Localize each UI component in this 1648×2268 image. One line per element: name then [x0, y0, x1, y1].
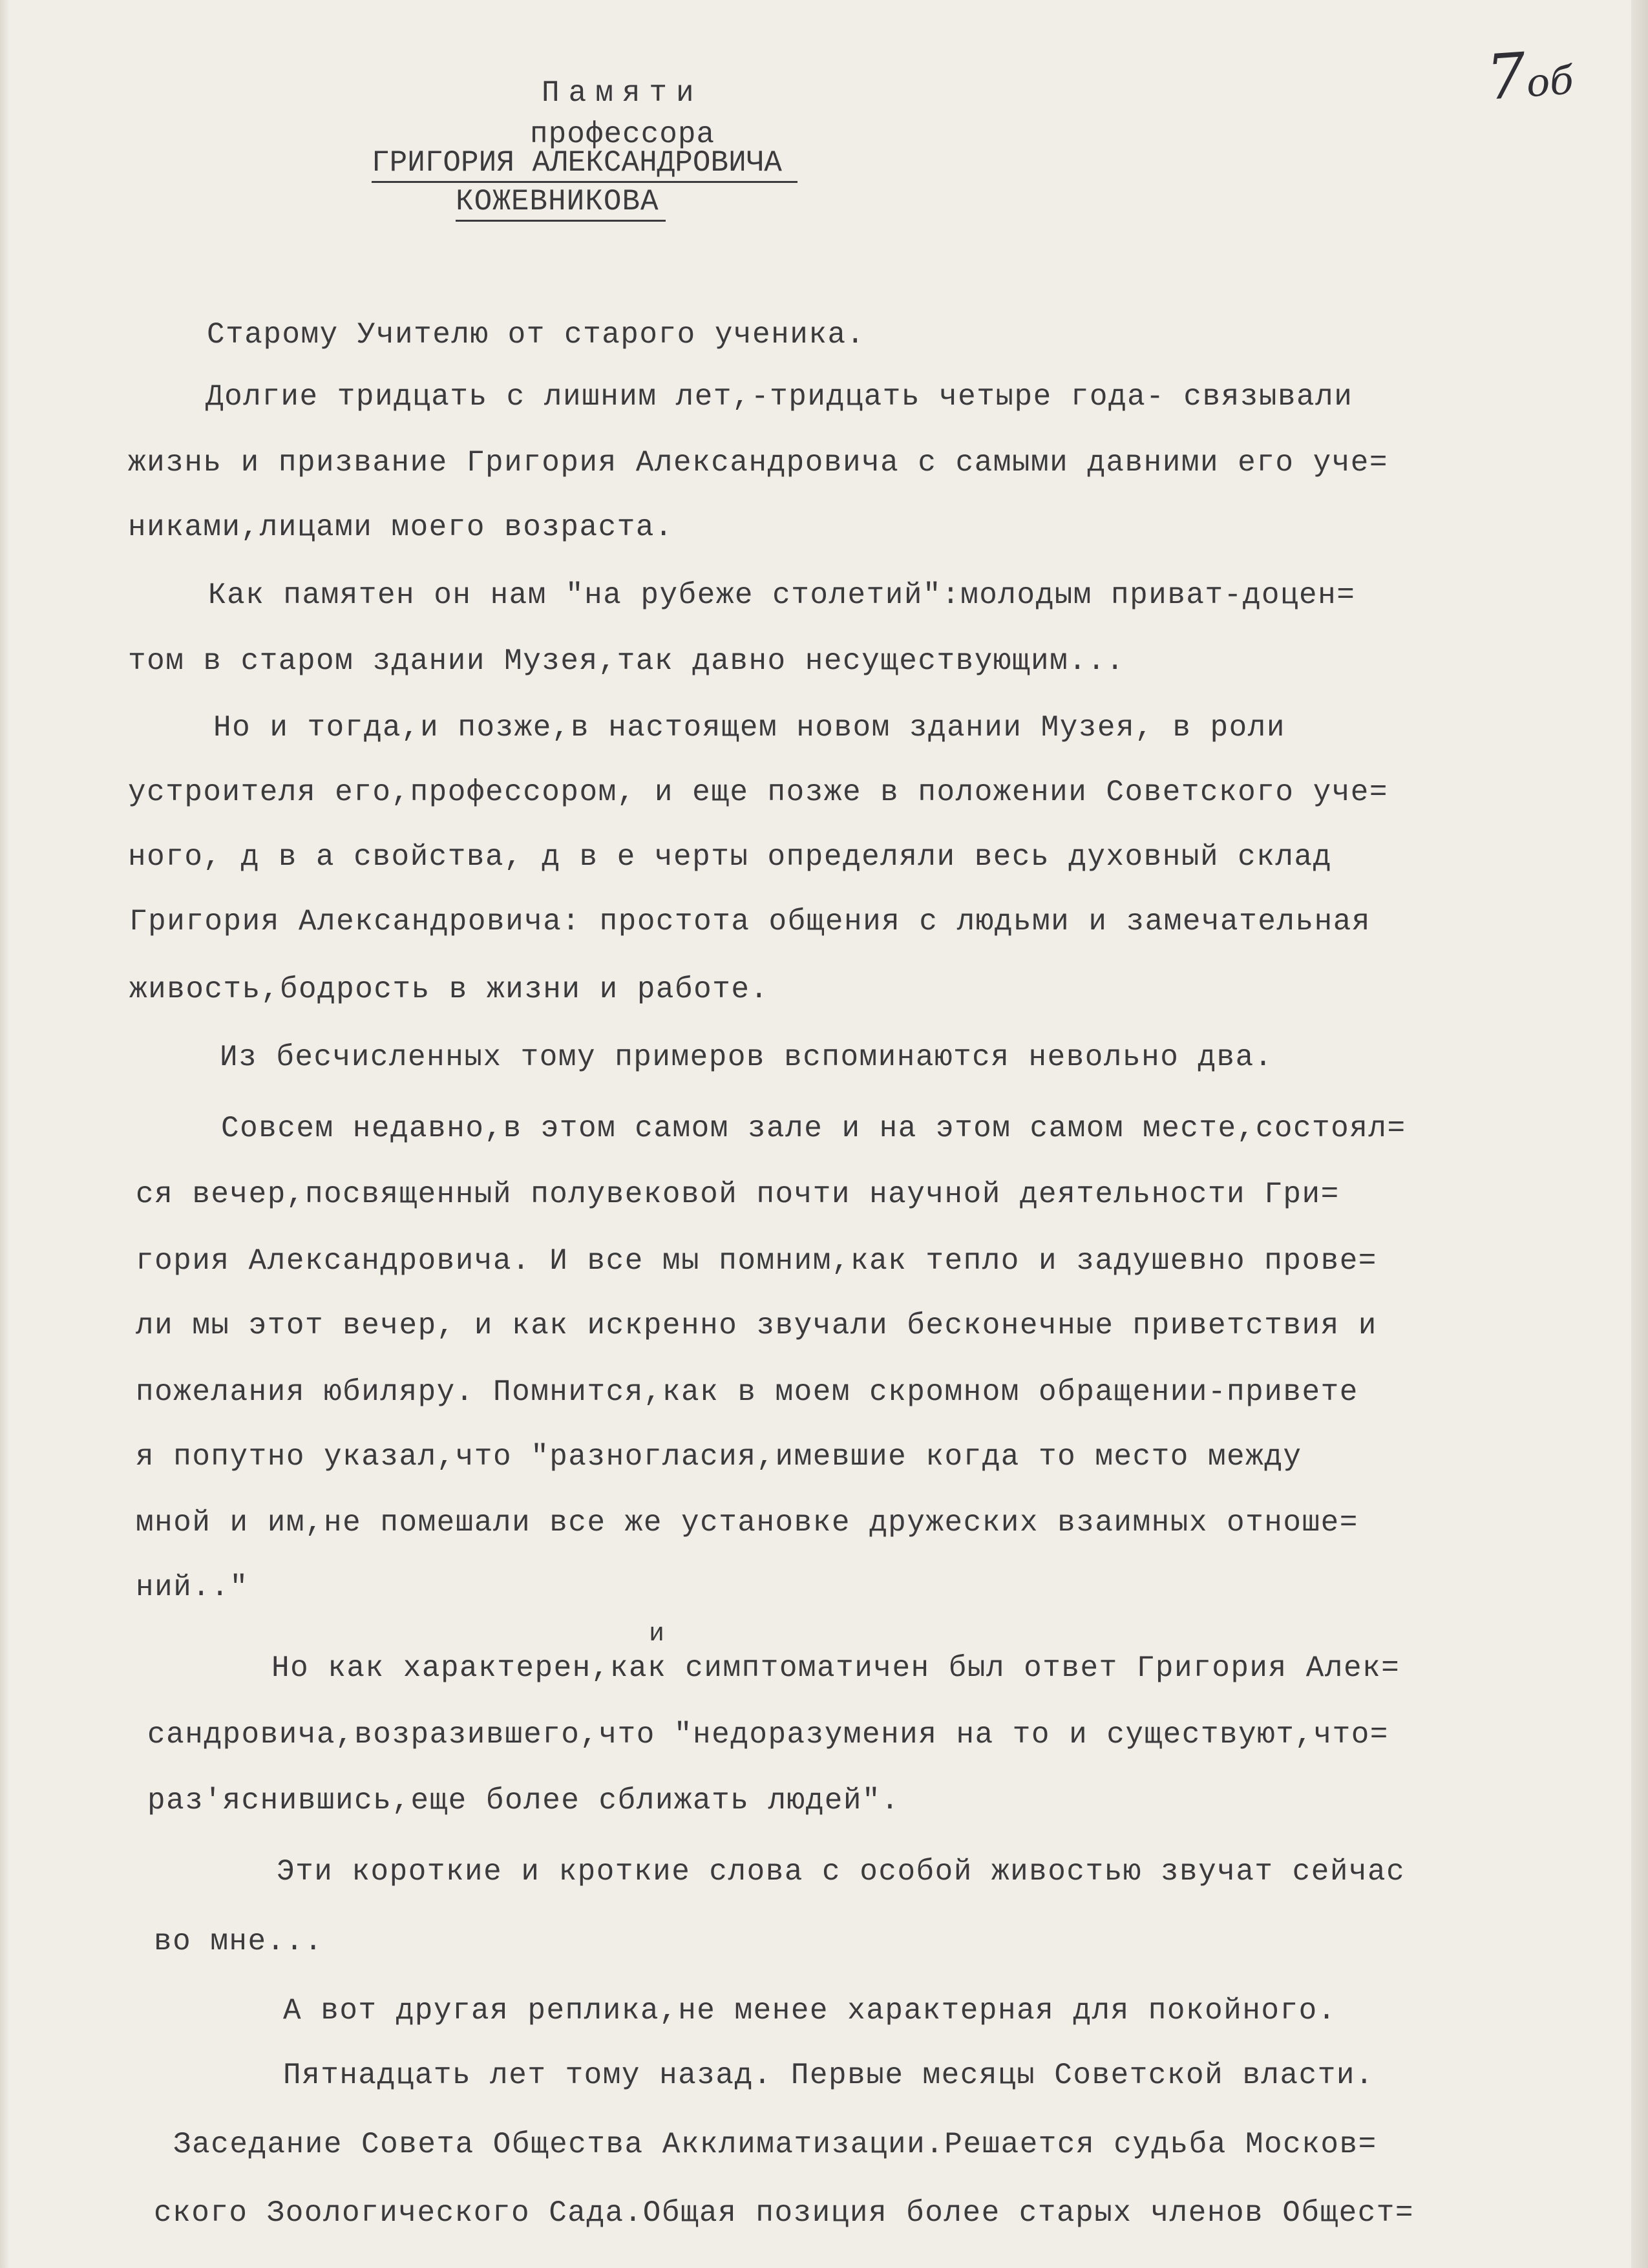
body-line: ского Зоологического Сада.Общая позиция более старых членов Общест=: [154, 2196, 1415, 2230]
body-line: А вот другая реплика,не менее характерная для покойного.: [283, 1994, 1336, 2028]
body-line: ли мы этот вечер, и как искренно звучали бесконечные приветствия и: [136, 1309, 1377, 1342]
body-line: Как памятен он нам "на рубеже столетий":молодым приват-доцен=: [208, 578, 1356, 612]
body-line: во мне...: [154, 1925, 323, 1958]
heading-line-4: КОЖЕВНИКОВА: [456, 185, 666, 222]
heading-line-2: профессора: [530, 118, 715, 151]
body-line: мной и им,не помешали все же установке дружеских взаимных отноше=: [136, 1506, 1358, 1540]
archive-folio-mark: 7об: [1484, 39, 1576, 114]
body-line: гория Александровича. И все мы помним,как тепло и задушевно прове=: [136, 1244, 1377, 1278]
body-line: Заседание Совета Общества Акклиматизации.Решается судьба Москов=: [173, 2128, 1377, 2161]
body-line: ний..": [136, 1571, 249, 1604]
page-edge-right: [1631, 0, 1648, 2268]
heading-line-1: Памяти: [542, 76, 703, 110]
body-line: ного, д в а свойства, д в е черты определяли весь духовный склад: [128, 840, 1332, 874]
body-line: Эти короткие и кроткие слова с особой живостью звучат сейчас: [277, 1855, 1406, 1889]
body-line: сандровича,возразившего,что "недоразумения на то и существуют,что=: [147, 1718, 1389, 1752]
body-line: Долгие тридцать с лишним лет,-тридцать четыре года- связывали: [206, 380, 1353, 414]
body-line: раз'яснившись,еще более сближать людей".: [147, 1784, 900, 1818]
body-line: жизнь и призвание Григория Александровича с самыми давними его уче=: [128, 446, 1389, 480]
body-line: ся вечер,посвященный полувековой почти научной деятельности Гри=: [136, 1178, 1340, 1211]
body-line: том в старом здании Музея,так давно несуществующим...: [128, 644, 1125, 678]
body-line: Старому Учителю от старого ученика.: [207, 318, 865, 352]
body-line: пожелания юбиляру. Помнится,как в моем скромном обращении-привете: [136, 1375, 1358, 1409]
body-line: я попутно указал,что "разногласия,имевшие когда то место между: [136, 1440, 1302, 1474]
body-line: Совсем недавно,в этом самом зале и на этом самом месте,состоял=: [221, 1112, 1406, 1145]
body-line: Но как характерен,как симптоматичен был ответ Григория Алек=: [271, 1651, 1400, 1685]
body-line: Из бесчисленных тому примеров вспоминаются невольно два.: [220, 1041, 1273, 1074]
body-line: Пятнадцать лет тому назад. Первые месяцы Советской власти.: [283, 2059, 1375, 2092]
page-edge-left: [0, 0, 9, 2268]
handwritten-insertion: и: [649, 1620, 665, 1649]
body-line: живость,бодрость в жизни и работе.: [129, 973, 769, 1006]
body-line: устроителя его,профессором, и еще позже в положении Советского уче=: [128, 776, 1389, 809]
body-line: Но и тогда,и позже,в настоящем новом здании Музея, в роли: [213, 711, 1285, 745]
heading-line-3: ГРИГОРИЯ АЛЕКСАНДРОВИЧА: [372, 146, 798, 183]
body-line: никами,лицами моего возраста.: [128, 511, 674, 544]
body-line: Григория Александровича: простота общения с людьми и замечательная: [129, 905, 1371, 938]
